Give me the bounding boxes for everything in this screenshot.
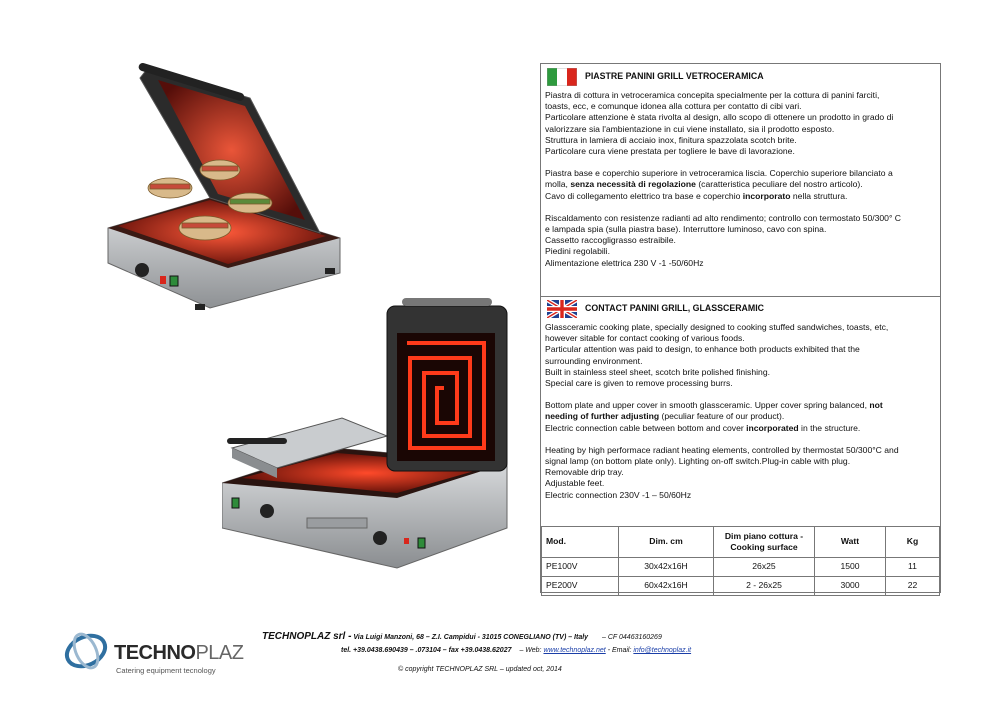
italian-technical — [545, 213, 936, 269]
table-cell: 26x25 — [714, 558, 815, 577]
table-cell: 11 — [886, 558, 940, 577]
table-cell: 3000 — [815, 577, 886, 596]
text-line: needing of further adjusting (peculiar feature of our product). — [545, 411, 785, 422]
table-cell: 60x42x16H — [619, 577, 714, 596]
text-line: Particular attention was paid to design, to enhance both products exhibited that the — [545, 344, 860, 355]
footer-phone: tel. +39.0438.690439 – .073104 – fax +39.0438.62027 — [341, 647, 512, 654]
english-section — [541, 296, 940, 528]
footer-web-label: – Web: — [519, 647, 542, 654]
text-line: Particolare attenzione è stata rivolta al design, allo scopo di ottenere un prodotto in grado di — [545, 112, 894, 123]
footer-company: TECHNOPLAZ srl - — [262, 631, 352, 642]
text-line: signal lamp (on bottom plate only). Lighting on-off switch.Plug-in cable with plug. — [545, 456, 851, 467]
text-line: Particolare cura viene prestata per togliere le bave di lavorazione. — [545, 146, 795, 157]
table-cell: 2 - 26x25 — [714, 577, 815, 596]
column-header: Dim. cm — [619, 527, 714, 558]
column-header: Watt — [815, 527, 886, 558]
english-title: CONTACT PANINI GRILL, GLASSCERAMIC — [585, 303, 765, 314]
logo-text-bold: TECHNO — [114, 642, 196, 664]
technoplaz-logo — [62, 628, 244, 678]
column-header: Dim piano cottura - Cooking surface — [714, 527, 815, 558]
table-row — [542, 577, 940, 596]
text-line: Built in stainless steel sheet, scotch brite polished finishing. — [545, 366, 770, 377]
english-technical — [545, 445, 936, 501]
text-line: Special care is given to remove processing burrs. — [545, 378, 733, 389]
footer-web-link[interactable]: www.technoplaz.net — [543, 647, 606, 654]
text-line: Electric connection 230V -1 – 50/60Hz — [545, 489, 692, 500]
text-line: Electric connection cable between bottom and cover incorporated in the structure. — [545, 422, 861, 433]
footer-email-label: - Email: — [607, 647, 632, 654]
text-line: Adjustable feet. — [545, 478, 605, 489]
text-line: e lampada spia (sulla piastra base). Interruttore luminoso, cavo con spina. — [545, 224, 827, 235]
text-line: valorizzare sia l'ambientazione in cui viene installato, sia il prodotto esposto. — [545, 123, 835, 134]
text-line: Piedini regolabili. — [545, 246, 610, 257]
text-line: molla, senza necessità di regolazione (caratteristica peculiare del nostro articolo). — [545, 179, 863, 190]
text-line: surrounding environment. — [545, 355, 643, 366]
table-cell: 30x42x16H — [619, 558, 714, 577]
text-line: Piastra di cottura in vetroceramica concepita specialmente per la cottura di panini farciti, — [545, 90, 880, 100]
footer-contact-line — [341, 647, 691, 654]
footer-cf: – CF 04463160269 — [602, 634, 662, 641]
text-line: Glassceramic cooking plate, specially designed to cooking stuffed sandwiches, toasts, etc, — [545, 322, 889, 332]
text-line: Alimentazione elettrica 230 V -1 -50/60Hz — [545, 257, 704, 268]
table-cell: PE100V — [542, 558, 619, 577]
italian-section — [541, 64, 940, 297]
footer-copyright: © copyright TECHNOPLAZ SRL – updated oct, 2014 — [398, 666, 562, 673]
italian-flag-icon — [547, 68, 577, 86]
text-line: however sitable for contact cooking of various foods. — [545, 333, 745, 344]
text-line: Piastra base e coperchio superiore in vetroceramica liscia. Coperchio superiore bilanciato a — [545, 168, 893, 179]
footer-address-line — [262, 631, 662, 642]
uk-flag-icon — [547, 300, 577, 318]
text-line: toasts, ecc, e comunque idonea alla cottura per contatto di cibi vari. — [545, 101, 802, 112]
single-grill-image — [100, 58, 345, 313]
column-header: Mod. — [542, 527, 619, 558]
table-row — [542, 558, 940, 577]
english-description — [545, 322, 936, 389]
italian-structure — [545, 168, 936, 202]
italian-title: PIASTRE PANINI GRILL VETROCERAMICA — [585, 71, 764, 82]
text-line: Riscaldamento con resistenze radianti ad alto rendimento; controllo con termostato 50/300° C — [545, 212, 901, 223]
text-line: Heating by high performace radiant heating elements, controlled by thermostat 50/300°C and — [545, 444, 899, 455]
double-grill-image — [222, 298, 512, 573]
specification-box — [540, 63, 941, 593]
text-line: Cavo di collegamento elettrico tra base e coperchio incorporato nella struttura. — [545, 190, 848, 201]
footer-email-link[interactable]: info@technoplaz.it — [633, 647, 692, 654]
table-cell: 1500 — [815, 558, 886, 577]
table-cell: 22 — [886, 577, 940, 596]
italian-description — [545, 90, 936, 157]
logo-text-light: PLAZ — [195, 642, 244, 664]
table-cell: PE200V — [542, 577, 619, 596]
footer-address: Via Luigi Manzoni, 68 – Z.I. Campidui - 31015 CONEGLIANO (TV) – Italy — [351, 634, 589, 641]
text-line: Cassetto raccogligrasso estraibile. — [545, 235, 676, 246]
specs-table — [541, 526, 940, 596]
logo-tagline: Catering equipment tecnology — [116, 666, 216, 675]
logo-swirl-icon — [62, 628, 110, 674]
column-header: Kg — [886, 527, 940, 558]
text-line: Bottom plate and upper cover in smooth glassceramic. Upper cover spring balanced, not — [545, 400, 883, 411]
text-line: Struttura in lamiera di acciaio inox, finitura spazzolata scotch brite. — [545, 134, 797, 145]
text-line: Removable drip tray. — [545, 467, 624, 478]
english-structure — [545, 400, 936, 434]
table-header-row — [542, 527, 940, 558]
